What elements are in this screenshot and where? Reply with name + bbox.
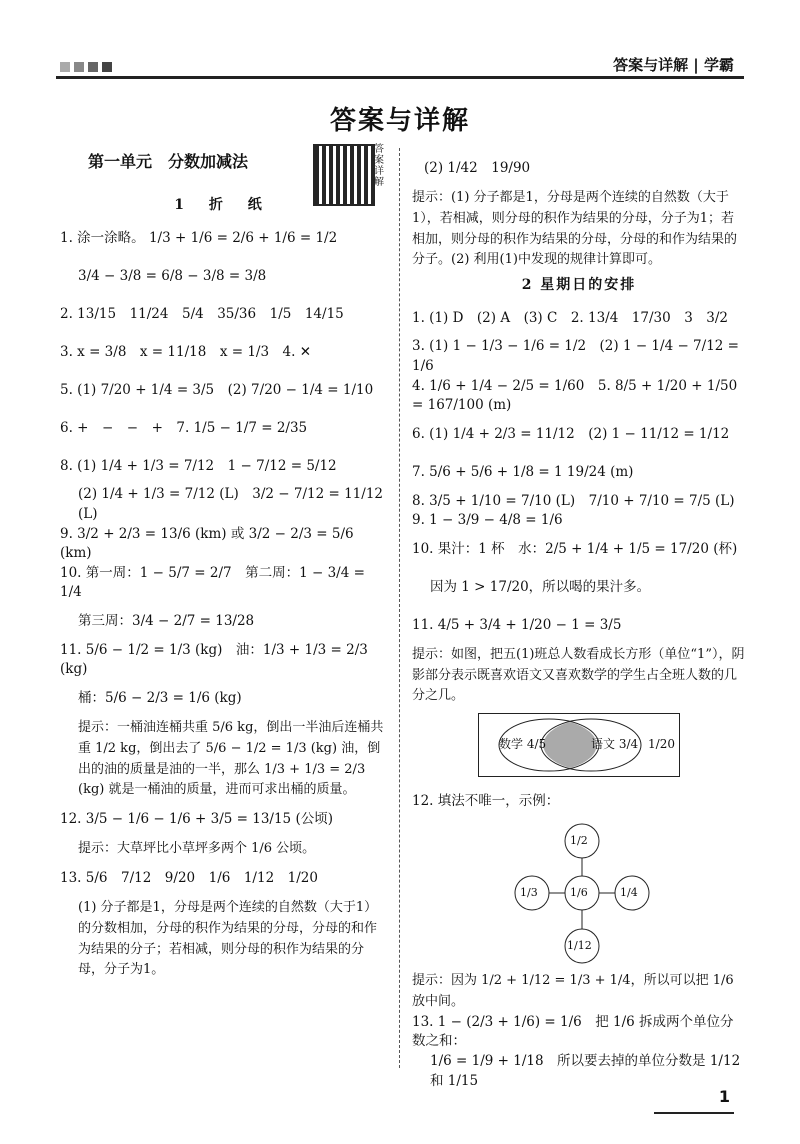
hint-text: 提示：因为 1/2 + 1/12 = 1/3 + 1/4，所以可以把 1/6 放中间。	[412, 973, 734, 1010]
answer-line: 因为 1 > 17/20，所以喝的果汁多。	[430, 579, 651, 596]
header-square	[102, 62, 112, 72]
hint-text: 提示：如图，把五(1)班总人数看成长方形（单位“1”），阴影部分表示既喜欢语文又喜欢数学的学生占全班人数的几分之几。	[412, 646, 745, 704]
unit-title: 第一单元 分数加减法	[88, 152, 249, 171]
hint-text: (1) 分子都是1，分母是两个连续的自然数（大于1）的分数相加，分母的积作为结果的分母，分母的和作为结果的分子；若相减，则分母的积作为结果的分母，分子为1。	[78, 899, 378, 978]
qr-label: 答案详解	[374, 144, 384, 188]
answer-line: 12. 3/5 − 1/6 − 1/6 + 3/5 = 13/15 (公顷)	[60, 811, 333, 828]
answer-line: 桶：5/6 − 2/3 = 1/6 (kg)	[78, 690, 242, 707]
cross-bottom: 1/12	[567, 939, 592, 953]
answer-line: 6. + − − + 7. 1/5 − 1/7 = 2/35	[60, 419, 308, 436]
cross-right: 1/4	[620, 886, 638, 900]
answer-line: 7. 5/6 + 5/6 + 1/8 = 1 19/24 (m)	[412, 463, 634, 480]
venn-math: 数学 4/5	[499, 737, 547, 752]
answer-line: 第三周：3/4 − 2/7 = 13/28	[78, 613, 255, 630]
answer-line: (2) 1/4 + 1/3 = 7/12 (L) 3/2 − 7/12 = 11/12 (L)	[78, 486, 383, 523]
answer-line: 6. (1) 1/4 + 2/3 = 11/12 (2) 1 − 11/12 = 1/12	[412, 425, 730, 442]
header-rule	[56, 76, 744, 79]
answer-line: 1/6 = 1/9 + 1/18 所以要去掉的单位分数是 1/12 和 1/15	[430, 1052, 741, 1089]
answer-line: (2) 1/42 19/90	[424, 160, 531, 177]
hint-text: 提示：大草坪比小草坪多两个 1/6 公顷。	[78, 841, 316, 857]
answer-line: 13. 5/6 7/12 9/20 1/6 1/12 1/20	[60, 870, 318, 887]
answer-line: 3. (1) 1 − 1/3 − 1/6 = 1/2 (2) 1 − 1/4 − 7/12 = 1/6	[412, 338, 739, 375]
hint-text: 提示：一桶油连桶共重 5/6 kg，倒出一半油后连桶共重 1/2 kg，倒出去了 5/6 − 1/2 = 1/3 (kg) 油，倒出的油的质量是油的一半，那么 1/3 + 1/3 = 2/3 (kg) 就是一桶油的质量，进而可求出桶的质量。	[78, 719, 384, 798]
hint-text: 提示：(1) 分子都是1，分母是两个连续的自然数（大于1），若相减，则分母的积作为结果的分母，分子为1；若相加，则分母的积作为结果的分母，分母的和作为结果的分子。(2) 利用(1)中发现的规律计算即可。	[412, 190, 738, 268]
cross-center: 1/6	[570, 886, 588, 900]
cross-top: 1/2	[570, 834, 588, 848]
answer-line: 3/4 − 3/8 = 6/8 − 3/8 = 3/8	[78, 267, 267, 284]
answer-line: 1. 涂一涂略。 1/3 + 1/6 = 2/6 + 1/6 = 1/2	[60, 229, 338, 246]
header-square	[74, 62, 84, 72]
column-divider	[399, 148, 400, 1068]
answer-line: 2. 13/15 11/24 5/4 35/36 1/5 14/15	[60, 305, 344, 322]
venn-diagram	[478, 713, 680, 777]
page-title: 答案与详解	[329, 106, 470, 136]
left-column	[60, 150, 386, 981]
answer-line: 10. 果汁：1 杯 水：2/5 + 1/4 + 1/5 = 17/20 (杯)	[412, 541, 738, 558]
page-number: 1	[718, 1087, 730, 1106]
answer-line: 8. 3/5 + 1/10 = 7/10 (L) 7/10 + 7/10 = 7/5 (L) 9. 1 − 3/9 − 4/8 = 1/6	[412, 492, 749, 529]
lesson-title: 2 星期日的安排	[521, 277, 637, 294]
answer-line: 1. (1) D (2) A (3) C 2. 13/4 17/30 3 3/2	[412, 309, 729, 326]
answer-line: 3. x = 3/8 x = 11/18 x = 1/3 4. ✕	[60, 343, 312, 360]
answer-line: 9. 3/2 + 2/3 = 13/6 (km) 或 3/2 − 2/3 = 5/6 (km)	[60, 525, 354, 562]
answer-line: 11. 4/5 + 3/4 + 1/20 − 1 = 3/5	[412, 617, 622, 634]
header-title: 答案与详解 | 学霸	[613, 56, 734, 74]
header-square	[60, 62, 70, 72]
right-column	[412, 150, 749, 1091]
answer-line: 10. 第一周：1 − 5/7 = 2/7 第二周：1 − 3/4 = 1/4	[60, 564, 365, 601]
answer-line: 8. (1) 1/4 + 1/3 = 7/12 1 − 7/12 = 5/12	[60, 457, 337, 474]
answer-line: 12. 填法不唯一，示例：	[412, 793, 560, 810]
cross-left: 1/3	[520, 886, 538, 900]
answer-line: 4. 1/6 + 1/4 − 2/5 = 1/60 5. 8/5 + 1/20 + 1/50 = 167/100 (m)	[412, 377, 738, 414]
answer-line: 11. 5/6 − 1/2 = 1/3 (kg) 油：1/3 + 1/3 = 2/3 (kg)	[60, 641, 368, 678]
venn-chinese: 语文 3/4	[591, 737, 639, 752]
page-rule	[654, 1112, 734, 1114]
answer-line: 5. (1) 7/20 + 1/4 = 3/5 (2) 7/20 − 1/4 = 1/10	[60, 381, 374, 398]
lesson-title: 1 折 纸	[174, 197, 272, 214]
circle-cross	[412, 821, 746, 971]
answer-line: 13. 1 − (2/3 + 1/6) = 1/6 把 1/6 拆成两个单位分数之和：	[412, 1013, 734, 1050]
header-square	[88, 62, 98, 72]
venn-outside: 1/20	[648, 737, 675, 752]
